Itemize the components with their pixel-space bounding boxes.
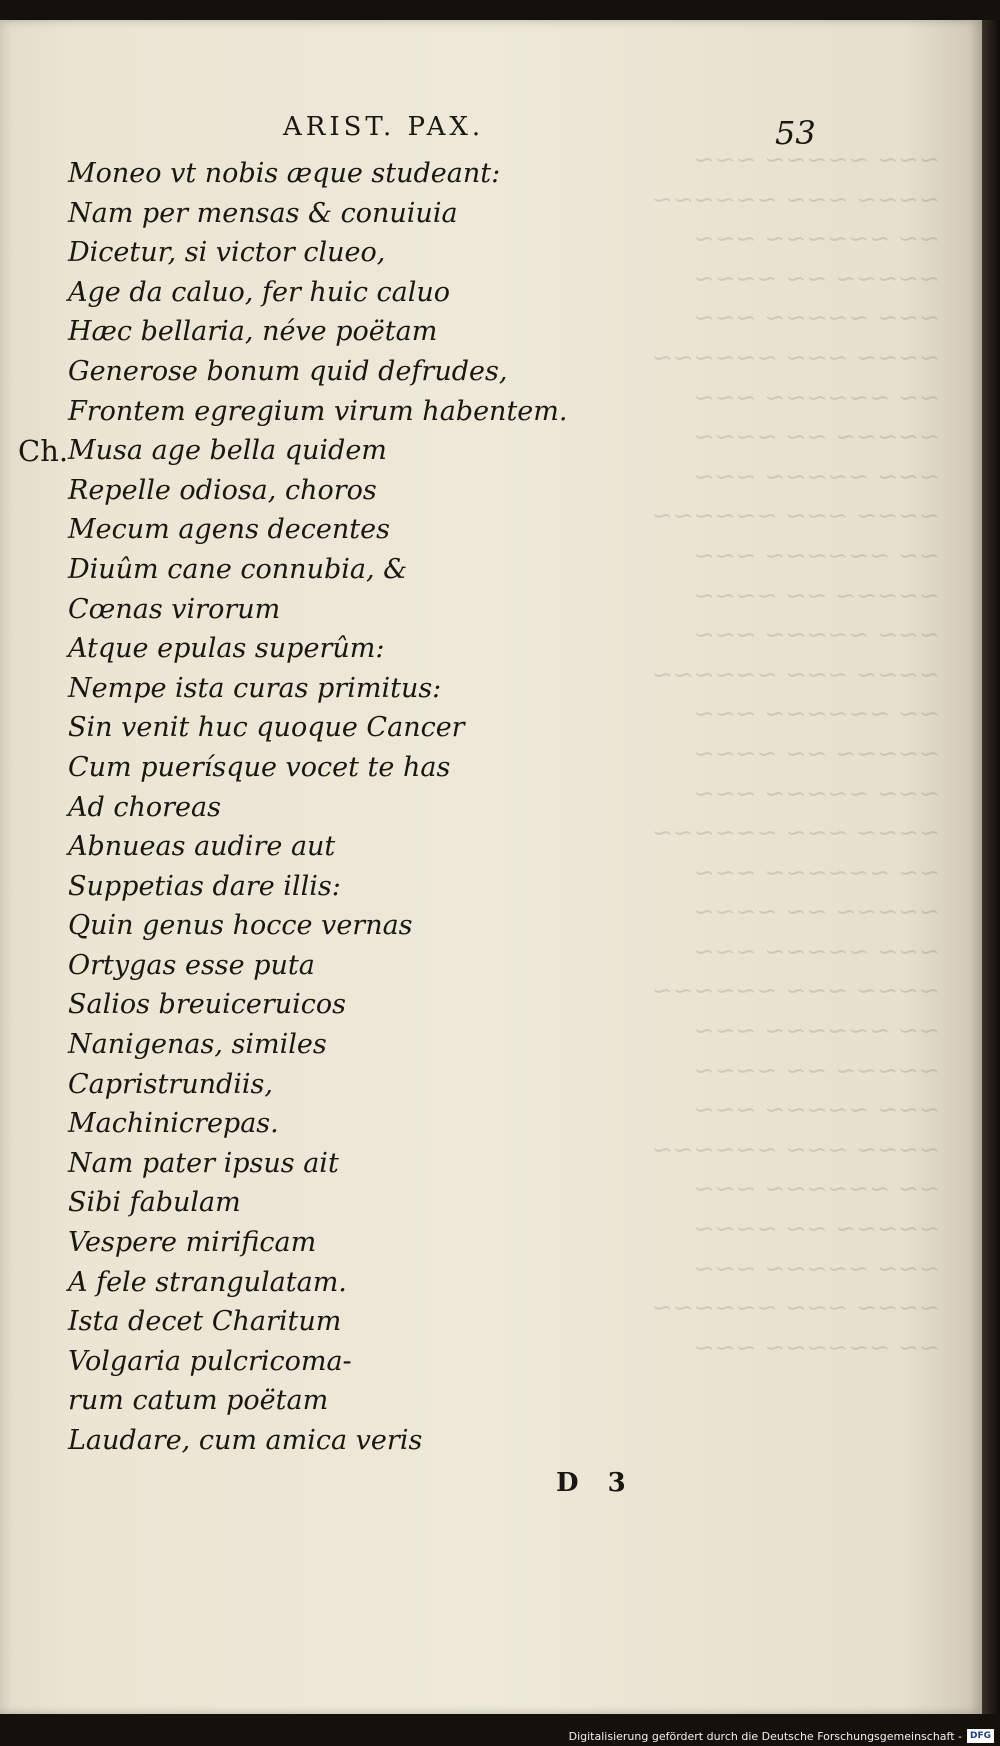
verse-line: Nempe ista curas primitus: xyxy=(68,672,442,704)
verse-line: Volgaria pulcricoma- xyxy=(68,1345,352,1377)
verse-block xyxy=(68,154,628,1461)
verse-line: Generose bonum quid defrudes, xyxy=(68,355,508,387)
show-through-mark: ~~~~~ ~~ ~~~~ xyxy=(693,422,940,452)
verse-line: Frontem egregium virum habentem. xyxy=(68,395,568,427)
show-through-mark: ~~~~ ~~~ ~~~~~~ xyxy=(651,1134,940,1164)
show-through-mark: ~~~~ ~~~ ~~~~~~ xyxy=(651,342,940,372)
show-through-mark: ~~~~~ ~~ ~~~~ xyxy=(693,1055,940,1085)
show-through-mark: ~~ ~~~~~~ ~~~ xyxy=(693,1332,940,1362)
verse-line: Machinicrepas. xyxy=(68,1108,279,1140)
verse-line: Age da caluo, fer huic caluo xyxy=(68,276,451,308)
digitization-credit: Digitalisierung gefördert durch die Deutsche Forschungsgemeinschaft - xyxy=(568,1730,962,1743)
verse-line: Quin genus hocce vernas xyxy=(68,910,413,942)
show-through-mark: ~~~~~ ~~ ~~~~ xyxy=(693,897,940,927)
show-through-mark: ~~~~ ~~~ ~~~~~~ xyxy=(651,501,940,531)
verse-line: Hæc bellaria, néve poëtam xyxy=(68,316,438,348)
verse-line: A fele strangulatam. xyxy=(68,1266,347,1298)
show-through-mark: ~~~~ ~~~ ~~~~~~ xyxy=(651,818,940,848)
verse-line: Mecum agens decentes xyxy=(68,514,390,546)
show-through-mark: ~~ ~~~~~~ ~~~ xyxy=(693,1174,940,1204)
verse-line: Dicetur, si victor clueo, xyxy=(68,237,386,269)
verse-line: Capristrundiis, xyxy=(68,1068,273,1100)
verse-line: rum catum poëtam xyxy=(68,1385,329,1417)
show-through-mark: ~~ ~~~~~~ ~~~ xyxy=(693,699,940,729)
verse-line: Ad choreas xyxy=(68,791,221,823)
verse-line: Sibi fabulam xyxy=(68,1187,241,1219)
show-through-mark: ~~ ~~~~~~ ~~~ xyxy=(693,857,940,887)
show-through-mark: ~~~ ~~~~~ ~~~ xyxy=(693,620,940,650)
show-through-mark: ~~~ ~~~~~ ~~~ xyxy=(693,303,940,333)
show-through-mark: ~~ ~~~~~~ ~~~ xyxy=(693,382,940,412)
show-through-mark: ~~~ ~~~~~ ~~~ xyxy=(693,145,940,174)
show-through-mark: ~~~~~ ~~ ~~~~ xyxy=(693,738,940,768)
page-edge-shadow xyxy=(982,20,1000,1714)
show-through-mark: ~~~~ ~~~ ~~~~~~ xyxy=(651,976,940,1006)
verse-line: Nam per mensas & conuiuia xyxy=(68,197,458,229)
show-through-mark: ~~~ ~~~~~ ~~~ xyxy=(693,936,940,966)
verse-line: Atque epulas superûm: xyxy=(68,633,385,665)
verse-line: Cum puerísque vocet te has xyxy=(68,751,451,783)
verse-line: Laudare, cum amica veris xyxy=(68,1425,423,1456)
verse-line: Nanigenas, similes xyxy=(68,1029,327,1061)
book-page xyxy=(0,20,982,1714)
running-head: ARIST. PAX. xyxy=(283,112,485,142)
verse-line: Suppetias dare illis: xyxy=(68,870,341,902)
show-through-mark: ~~~~ ~~~ ~~~~~~ xyxy=(651,1293,940,1323)
show-through-mark: ~~~~~ ~~ ~~~~ xyxy=(693,580,940,610)
verse-line: Salios breuiceruicos xyxy=(68,989,347,1021)
verse-line: Repelle odiosa, choros xyxy=(68,474,377,506)
show-through-mark: ~~~ ~~~~~ ~~~ xyxy=(693,1095,940,1125)
show-through-mark: ~~~ ~~~~~ ~~~ xyxy=(693,461,940,491)
show-through-mark: ~~ ~~~~~~ ~~~ xyxy=(693,1016,940,1046)
show-through-mark: ~~~~ ~~~ ~~~~~~ xyxy=(651,184,940,214)
verse-line: Ista decet Charitum xyxy=(68,1306,342,1338)
verse-line: Nam pater ipsus ait xyxy=(68,1147,339,1179)
verse-line: Sin venit huc quoque Cancer xyxy=(68,712,465,744)
signature-mark: D 3 xyxy=(556,1468,636,1498)
verse-line: Musa age bella quidem xyxy=(68,435,387,467)
dfg-logo: DFG xyxy=(967,1729,994,1743)
show-through-mark: ~~~~~ ~~ ~~~~ xyxy=(693,1214,940,1244)
show-through-mark: ~~ ~~~~~~ ~~~ xyxy=(693,540,940,570)
show-through-mark: ~~~~ ~~~ ~~~~~~ xyxy=(651,659,940,689)
verse-line: Vespere mirificam xyxy=(68,1227,317,1259)
show-through-mark: ~~ ~~~~~~ ~~~ xyxy=(693,224,940,254)
show-through-mark: ~~~~~ ~~ ~~~~ xyxy=(693,263,940,293)
verse-line: Diuûm cane connubia, & xyxy=(68,553,408,585)
verse-line: Ortygas esse puta xyxy=(68,949,315,981)
verse-line: Cœnas virorum xyxy=(68,593,281,625)
show-through-mark: ~~~ ~~~~~ ~~~ xyxy=(693,778,940,808)
verse-line: Abnueas audire aut xyxy=(68,831,336,863)
show-through-mark: ~~~ ~~~~~ ~~~ xyxy=(693,1253,940,1283)
speaker-label: Ch. xyxy=(18,434,69,468)
page-number: 53 xyxy=(775,114,816,152)
verse-line: Moneo vt nobis æque studeant: xyxy=(68,158,501,189)
